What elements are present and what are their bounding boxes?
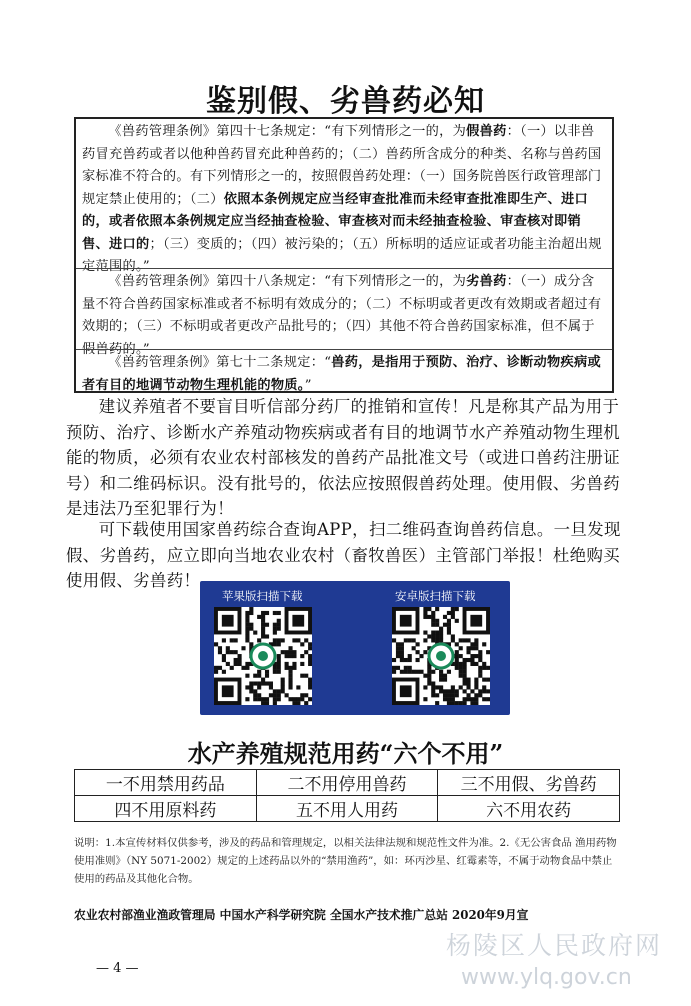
article-72-definition: 兽药，是指用于预防、治疗、诊断动物疾病或者有目的地调节动物生理机能的物质。	[82, 355, 601, 393]
article-72-tail: ”	[304, 377, 312, 393]
publisher-line: 农业农村部渔业渔政管理局 中国水产科学研究院 全国水产技术推广总站 2020年9月宣	[74, 908, 529, 922]
ios-qr-code[interactable]	[214, 607, 312, 705]
article-48-intro: 《兽药管理条例》第四十八条规定：“有下列情形之一的，为	[108, 274, 467, 289]
ios-qr-label: 苹果版扫描下载	[222, 589, 303, 603]
table-cell: 六不用农药	[438, 796, 620, 822]
table-row	[75, 796, 620, 822]
article-47-body: ：（一）以非兽药冒充兽药或者以他种兽药冒充此种兽药的；（二）兽药所含成分的种类、名称与兽药国家标准不符合的。有下列情形之一的，按照假兽药处理：（一）国务院兽医行政管理部门规定禁止使用的；（二）	[82, 124, 602, 207]
page-title: 鉴别假、劣兽药必知	[206, 84, 485, 119]
article-72-text	[76, 349, 612, 393]
page-number: — 4 —	[96, 961, 139, 976]
table-cell: 二不用停用兽药	[256, 770, 438, 796]
six-rules-title: 水产养殖规范用药“六个不用”	[187, 739, 504, 768]
article-48-text	[76, 268, 612, 357]
qr-download-panel	[200, 581, 510, 715]
article-72-intro: 《兽药管理条例》第七十二条规定：“	[108, 355, 332, 370]
article-48-body: ：（一）成分含量不符合兽药国家标准或者不标明有效成分的；（二）不标明或者更改有效期或者超过有效期的；（三）不标明或者更改产品批号的；（四）其他不符合兽药国家标准，但不属于假兽药的。”	[82, 274, 602, 357]
app-paragraph: 可下载使用国家兽药综合查询APP，扫二维码查询兽药信息。一旦发现假、劣兽药，应立即向当地农业农村（畜牧兽医）主管部门举报！杜绝购买使用假、劣兽药！	[66, 520, 621, 590]
article-47-intro: 《兽药管理条例》第四十七条规定：“有下列情形之一的，为	[108, 124, 467, 139]
table-cell: 五不用人用药	[256, 796, 438, 822]
article-47-tail: ；（三）变质的；（四）被污染的；（五）所标明的适应证或者功能主治超出规定范围的。”	[82, 236, 602, 274]
article-48-term: 劣兽药	[466, 274, 507, 289]
android-qr-label: 安卓版扫描下载	[395, 589, 476, 603]
table-cell: 四不用原料药	[75, 796, 257, 822]
article-47-term: 假兽药	[466, 124, 507, 139]
six-rules-table	[74, 769, 620, 822]
watermark-url: www.ylq.gov.cn	[461, 965, 632, 990]
table-cell: 三不用假、劣兽药	[438, 770, 620, 796]
android-qr-code[interactable]	[392, 607, 490, 705]
article-47-text	[76, 119, 612, 274]
table-cell: 一不用禁用药品	[75, 770, 257, 796]
regulations-box	[74, 117, 614, 393]
article-47-emphasis: 依照本条例规定应当经审查批准而未经审查批准即生产、进口的，或者依照本条例规定应当经抽查检验、审查核对而未经抽查检验、审查核对即销售、进口的	[82, 191, 588, 252]
footnote: 说明：1.本宣传材料仅供参考，涉及的药品和管理规定，以相关法律法规和规范性文件为准。2.《无公害食品 渔用药物使用准则》（NY 5071-2002）规定的上述药品以外的“禁用渔药”，如：环丙沙星、红霉素等，不属于动物食品中禁止使用的药品及其他化合物。	[74, 837, 617, 885]
watermark-site-name: 杨陵区人民政府网	[446, 931, 663, 960]
table-row	[75, 770, 620, 796]
advice-paragraph: 建议养殖者不要盲目听信部分药厂的推销和宣传！凡是称其产品为用于预防、治疗、诊断水产养殖动物疾病或者有目的地调节水产养殖动物生理机能的物质，必须有农业农村部核发的兽药产品批准文号（或进口兽药注册证号）和二维码标识。没有批号的，依法应按照假兽药处理。使用假、劣兽药是违法乃至犯罪行为！	[66, 397, 621, 518]
